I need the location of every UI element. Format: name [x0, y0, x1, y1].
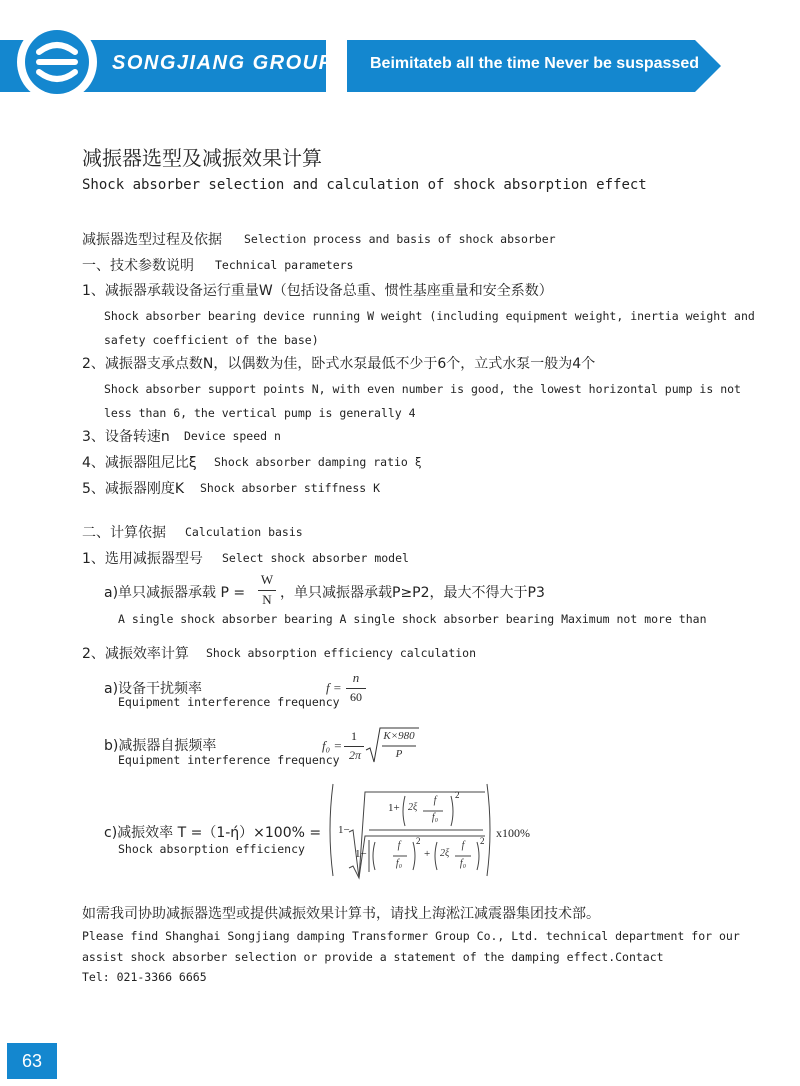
param-1-en-line1: Shock absorber bearing device running W weight (including equipment weight, inertia weight and: [104, 309, 755, 323]
section1-heading-en: Technical parameters: [215, 258, 354, 272]
company-logo: [25, 30, 89, 94]
formula-b-bar: [344, 746, 364, 747]
formula-b-rad-den: P: [395, 748, 403, 760]
formula-c-num-2xi: 2ξ: [408, 802, 418, 813]
slogan-text: Beimitateb all the time Never be suspassed: [370, 55, 700, 72]
formula-b-label: b)减振器自振频率: [104, 738, 217, 754]
param-1-cn: 1、减振器承载设备运行重量W（包括设备总重、惯性基座重量和安全系数）: [82, 283, 553, 299]
formula-b-lhs: f₀ =: [322, 738, 343, 753]
formula-a-label: a)设备干扰频率: [104, 681, 203, 697]
calc-item1a-en: A single shock absorber bearing A single shock absorber bearing Maximum not more than: [118, 612, 707, 626]
param-5-en: Shock absorber stiffness K: [200, 481, 381, 495]
formula-c-num-one-plus: 1+: [388, 802, 400, 814]
formula-c-den-f0: f₀: [395, 858, 403, 869]
formula-b-en: Equipment interference frequency: [118, 753, 340, 767]
page-title: 减振器选型及减振效果计算: [82, 146, 322, 170]
formula-c-num-f0: f₀: [431, 812, 439, 823]
param-2-cn: 2、减振器支承点数N，以偶数为佳，卧式水泵最低不少于6个，立式水泵一般为4个: [82, 356, 596, 372]
formula-c-den2-sq: 2: [480, 836, 485, 846]
section2-heading: 二、计算依据: [82, 525, 166, 541]
formula-b-rad-num: K×980: [383, 730, 415, 742]
param-4-cn: 4、减振器阻尼比ξ: [82, 455, 197, 471]
param-2-en-line2: less than 6, the vertical pump is generally 4: [104, 406, 416, 420]
section1-heading: 一、技术参数说明: [82, 258, 194, 274]
formula-c-en: Shock absorption efficiency: [118, 842, 305, 856]
param-3-en: Device speed n: [184, 429, 281, 443]
footer-en-line2: assist shock absorber selection or provide a statement of the damping effect.Contact: [82, 950, 664, 964]
formula-c-one-minus: 1−: [338, 824, 350, 836]
formula-b-den: 2π: [348, 748, 361, 762]
formula-a-lhs: f =: [326, 680, 342, 695]
fraction-numerator-w: W: [260, 572, 274, 587]
section-process-cn: 减振器选型过程及依据: [82, 232, 222, 248]
formula-c-label: c)减振效率 T =（1-ή）×100% =: [104, 825, 322, 841]
formula-c-den2-f: f: [461, 840, 465, 851]
footer-cn: 如需我司协助减振器选型或提供减振效果计算书，请找上海淞江减震器集团技术部。: [82, 906, 600, 922]
calc-item1-cn: 1、选用减振器型号: [82, 551, 203, 567]
param-1-en-line2: safety coefficient of the base): [104, 333, 319, 347]
param-3-cn: 3、设备转速n: [82, 429, 170, 445]
footer-en-line1: Please find Shanghai Songjiang damping Transformer Group Co., Ltd. technical department for our: [82, 929, 740, 943]
formula-c-den-one-minus: 1−: [355, 848, 367, 860]
calc-item1-en: Select shock absorber model: [222, 551, 409, 565]
footer-tel: Tel: 021-3366 6665: [82, 970, 207, 984]
formula-c-suffix: x100%: [496, 826, 530, 840]
section2-heading-en: Calculation basis: [185, 525, 303, 539]
param-2-en-line1: Shock absorber support points N, with even number is good, the lowest horizontal pump is not: [104, 382, 741, 396]
formula-a-bar: [346, 688, 366, 689]
formula-c-den-plus: +: [424, 848, 431, 860]
formula-c-den2-f0: f₀: [459, 858, 467, 869]
fraction-denominator-n: N: [262, 592, 272, 607]
fraction-bar: [258, 590, 276, 591]
formula-b-num: 1: [351, 729, 357, 743]
calc-item2-cn: 2、减振效率计算: [82, 646, 189, 662]
formula-a-en: Equipment interference frequency: [118, 695, 340, 709]
param-5-cn: 5、减振器刚度K: [82, 481, 185, 497]
formula-c-den-sq: 2: [416, 836, 421, 846]
page-title-en: Shock absorber selection and calculation of shock absorption effect: [82, 177, 647, 193]
formula-c-num-sq: 2: [455, 790, 460, 800]
formula-c-den-f: f: [397, 840, 401, 851]
formula-a-num: n: [352, 670, 360, 685]
brand-name: SONGJIANG GROUP: [112, 52, 334, 74]
calc-item2-en: Shock absorption efficiency calculation: [206, 646, 477, 660]
calc-item1a-suffix: ，单只减振器承载P≥P2，最大不得大于P3: [280, 585, 545, 601]
formula-c-num-f: f: [433, 795, 437, 806]
formula-a-den: 60: [350, 690, 362, 704]
param-4-en: Shock absorber damping ratio ξ: [214, 455, 422, 469]
page-number: 63: [7, 1043, 57, 1079]
section-process-en: Selection process and basis of shock absorber: [244, 232, 556, 246]
calc-item1a-prefix: a)单只减振器承载 P =: [104, 585, 246, 601]
formula-c-den-2xi: 2ξ: [440, 848, 450, 859]
